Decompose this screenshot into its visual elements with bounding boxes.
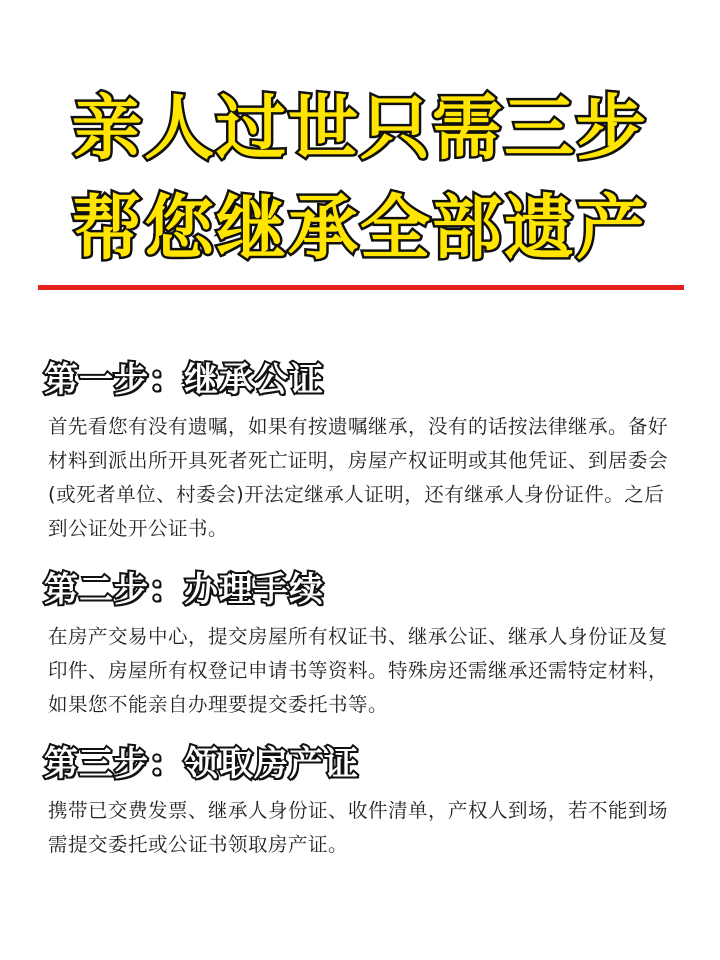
title-line-1: 亲人过世只需三步 [72,87,648,169]
step-3-section [44,740,680,862]
title-line-2: 帮您继承全部遗产 [72,187,648,269]
step-2-section [44,566,680,722]
step-1-body: 首先看您有没有遗嘱，如果有按遗嘱继承，没有的话按法律继承。备好材料到派出所开具死者死亡证明，房屋产权证明或其他凭证、到居委会(或死者单位、村委会)开法定继承人证明，还有继承人身份证件。之后到公证处开公证书。 [48,415,669,540]
step-2-heading: 第二步：办理手续 [44,570,324,610]
step-1-section [44,356,680,546]
step-3-heading: 第三步：领取房产证 [44,744,359,784]
step-2-body: 在房产交易中心，提交房屋所有权证书、继承公证、继承人身份证及复印件、房屋所有权登记申请书等资料。特殊房还需继承还需特定材料，如果您不能亲自办理要提交委托书等。 [48,625,669,716]
step-1-heading: 第一步：继承公证 [44,360,324,400]
step-3-body: 携带已交费发票、继承人身份证、收件清单，产权人到场，若不能到场需提交委托或公证书领取房产证。 [48,799,669,856]
title-block [0,78,720,278]
red-divider [38,285,684,290]
